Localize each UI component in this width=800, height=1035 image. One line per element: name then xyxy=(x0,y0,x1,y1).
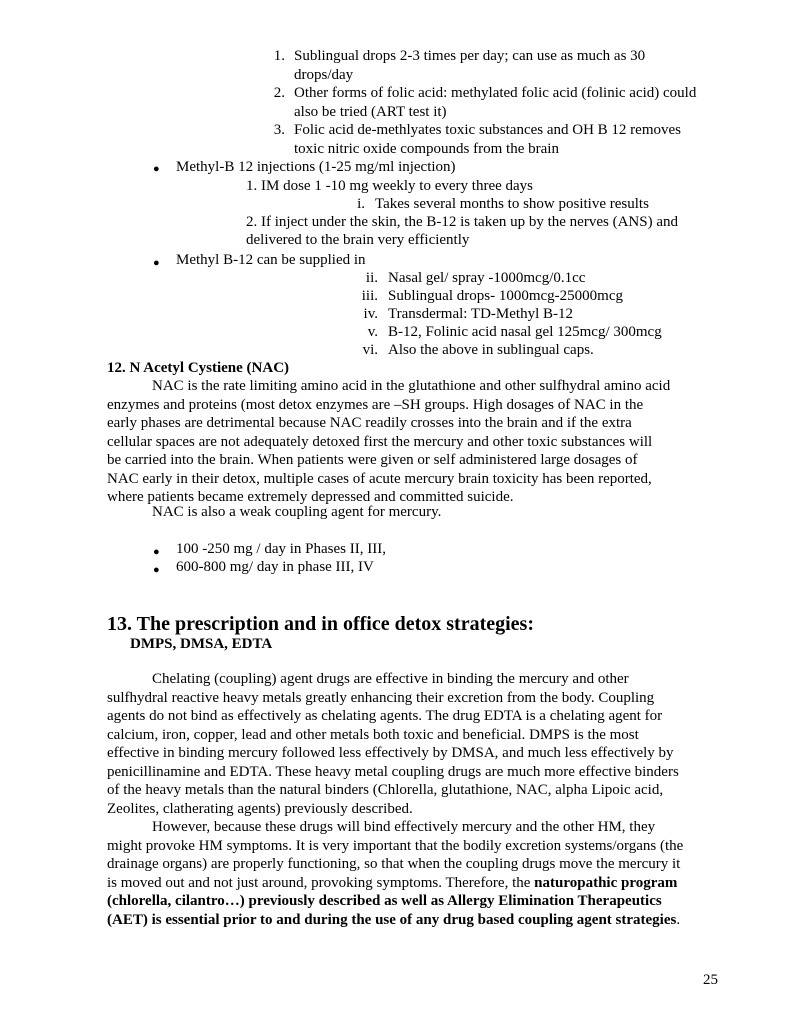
injection-item-1: 1. IM dose 1 -10 mg weekly to every three days xyxy=(246,178,534,194)
paragraph-line: of the heavy metals than the natural binders (Chlorella, glutathione, NAC, alpha Lipoic acid, xyxy=(107,782,664,798)
list-marker: 3. xyxy=(273,122,285,138)
nac-dose-2: 600-800 mg/ day in phase III, IV xyxy=(176,559,374,575)
section-13-paragraph-2 xyxy=(107,818,707,929)
bullet-injections: Methyl-B 12 injections (1-25 mg/ml injection) xyxy=(176,159,456,175)
paragraph-line: penicillinamine and EDTA. These heavy metal coupling drugs are much more effective binders xyxy=(107,763,679,780)
injection-item-2: 2. If inject under the skin, the B-12 is taken up by the nerves (ANS) and xyxy=(246,214,678,230)
bullet-icon: ● xyxy=(153,257,160,269)
paragraph-line: However, because these drugs will bind effectively mercury and the other HM, they xyxy=(152,819,656,835)
section-13-heading: 13. The prescription and in office detox strategies: xyxy=(107,613,535,635)
injection-item-2-cont: delivered to the brain very efficiently xyxy=(246,232,470,248)
list-item-text: Sublingual drops 2-3 times per day; can use as much as 30 xyxy=(294,48,646,64)
nac-dose-1: 100 -250 mg / day in Phases II, III, xyxy=(176,541,386,557)
paragraph-text: . xyxy=(676,911,681,928)
list-item-text: Nasal gel/ spray -1000mcg/0.1cc xyxy=(388,270,586,286)
paragraph-text: is moved out and not just around, provoking symptoms. Therefore, the xyxy=(107,874,535,891)
list-item-text: B-12, Folinic acid nasal gel 125mcg/ 300mcg xyxy=(388,324,662,340)
paragraph-line: NAC is the rate limiting amino acid in the glutathione and other sulfhydral amino acid xyxy=(152,378,671,394)
list-item-text: toxic nitric oxide compounds from the brain xyxy=(294,141,559,157)
paragraph-line xyxy=(107,874,707,893)
bullet-icon: ● xyxy=(153,564,160,576)
list-marker: 2. xyxy=(273,85,285,101)
paragraph-line: cellular spaces are not adequately detoxed first the mercury and other toxic substances will xyxy=(107,433,653,450)
paragraph-line: enzymes and proteins (most detox enzymes are –SH groups. High dosages of NAC in the xyxy=(107,396,644,413)
bullet-icon: ● xyxy=(153,546,160,558)
paragraph-line xyxy=(107,911,707,930)
bullet-supplied: Methyl B-12 can be supplied in xyxy=(176,252,366,268)
list-item-text: drops/day xyxy=(294,67,354,83)
list-marker: i. xyxy=(357,196,365,212)
list-item-text: Other forms of folic acid: methylated folic acid (folinic acid) could xyxy=(294,85,697,101)
list-marker: iv. xyxy=(363,306,378,322)
paragraph-line: where patients became extremely depressed and committed suicide. xyxy=(107,489,514,505)
paragraph-line: drainage organs) are properly functioning, so that when the coupling drugs move the mercury it xyxy=(107,856,681,872)
paragraph-line: early phases are detrimental because NAC readily crosses into the brain and if the extra xyxy=(107,415,632,431)
emphasis-text: (AET) is essential prior to and during the use of any drug based coupling agent strategies xyxy=(107,911,677,928)
section-12-heading: 12. N Acetyl Cystiene (NAC) xyxy=(107,360,290,376)
section-13-subheading: DMPS, DMSA, EDTA xyxy=(130,636,273,652)
section-12-paragraph-2: NAC is also a weak coupling agent for mercury. xyxy=(152,504,442,520)
emphasis-line: (chlorella, cilantro…) previously described as well as Allergy Elimination Therapeutics xyxy=(107,893,662,909)
list-marker: vi. xyxy=(362,342,378,358)
section-12-paragraph-1 xyxy=(107,377,707,507)
paragraph-line: calcium, iron, copper, lead and other metals both toxic and beneficial. DMPS is the most xyxy=(107,726,639,743)
paragraph-line: sulfhydral reactive heavy metals greatly enhancing their excretion from the body. Coupling xyxy=(107,689,655,706)
paragraph-line: might provoke HM symptoms. It is very important that the bodily excretion systems/organs (the xyxy=(107,837,684,854)
list-item-text: Sublingual drops- 1000mcg-25000mcg xyxy=(388,288,623,304)
paragraph-line: be carried into the brain. When patients were given or self administered large dosages of xyxy=(107,452,638,468)
paragraph-line: Zeolites, clatherating agents) previously described. xyxy=(107,800,413,817)
injection-item-1-sub: Takes several months to show positive results xyxy=(375,196,649,212)
paragraph-line: Chelating (coupling) agent drugs are effective in binding the mercury and other xyxy=(152,671,629,687)
page-number: 25 xyxy=(703,972,718,988)
section-13-paragraph-1 xyxy=(107,670,707,818)
list-marker: v. xyxy=(367,324,378,340)
paragraph-line: effective in binding mercury followed less effectively by DMSA, and much less effectively by xyxy=(107,745,674,761)
list-marker: 1. xyxy=(273,48,285,64)
list-item-text: Transdermal: TD-Methyl B-12 xyxy=(388,306,573,322)
bullet-icon: ● xyxy=(153,163,160,175)
emphasis-text: naturopathic program xyxy=(534,874,678,891)
list-item-text: Also the above in sublingual caps. xyxy=(388,342,594,358)
list-item-text: also be tried (ART test it) xyxy=(294,104,447,120)
paragraph-line: agents do not bind as effectively as chelating agents. The drug EDTA is a chelating agent for xyxy=(107,708,663,724)
list-item-text: Folic acid de-methlyates toxic substances and OH B 12 removes xyxy=(294,122,681,138)
list-marker: ii. xyxy=(365,270,378,286)
list-marker: iii. xyxy=(361,288,378,304)
paragraph-line: NAC early in their detox, multiple cases of acute mercury brain toxicity has been reported, xyxy=(107,470,652,487)
